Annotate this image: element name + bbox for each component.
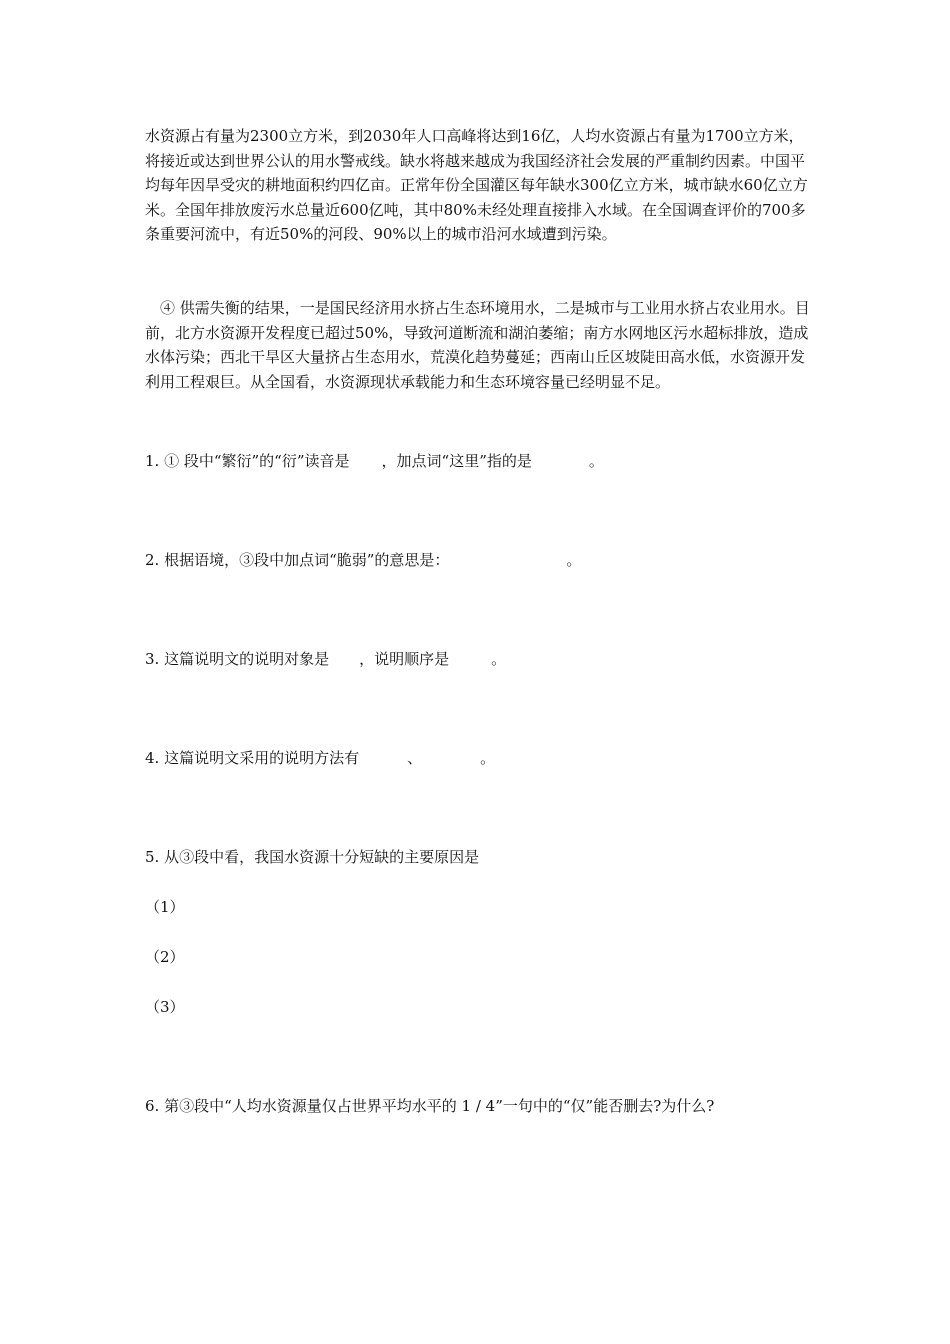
question-2 — [145, 549, 581, 571]
item-number: （2） — [145, 948, 185, 966]
question-1-text-b: ，加点词“这里”指的是 — [381, 452, 532, 470]
question-1-text-a: 1. ① 段中“繁衍”的“衍”读音是 — [145, 452, 350, 470]
item-number: （3） — [145, 998, 185, 1016]
question-5-stem: 5. 从③段中看，我国水资源十分短缺的主要原因是 — [145, 848, 480, 866]
question-6 — [145, 1095, 714, 1117]
question-5 — [145, 846, 479, 868]
question-5-item-1[interactable] — [145, 896, 185, 918]
paragraph-text: 水资源占有量为2300立方米，到2030年人口高峰将达到16亿，人均水资源占有量为1700立方米，将接近或达到世界公认的用水警戒线。缺水将越来越成为我国经济社会发展的严重制约因素。中国平均每年因旱受灾的耕地面积约四亿亩。正常年份全国灌区每年缺水300亿立方米，城市缺水60亿立方米。全国年排放废污水总量近600亿吨，其中80%未经处理直接排入水域。在全国调查评价的700多条重要河流中，有近50%的河段、90%以上的城市沿河水域遭到污染。 — [145, 127, 808, 243]
item-number: （1） — [145, 898, 185, 916]
passage-paragraph-3-continued — [145, 124, 810, 247]
question-5-item-2[interactable] — [145, 946, 185, 968]
paragraph-text: ④ 供需失衡的结果，一是国民经济用水挤占生态环境用水，二是城市与工业用水挤占农业用水。目前，北方水资源开发程度已超过50%，导致河道断流和湖泊萎缩；南方水网地区污水超标排放，造成水体污染；西北干旱区大量挤占生态用水，荒漠化趋势蔓延；西南山丘区坡陡田高水低，水资源开发利用工程艰巨。从全国看，水资源现状承载能力和生态环境容量已经明显不足。 — [145, 299, 810, 391]
question-4 — [145, 747, 495, 769]
passage-paragraph-4 — [145, 296, 810, 394]
question-5-item-3[interactable] — [145, 996, 185, 1018]
question-4-text-a: 4. 这篇说明文采用的说明方法有 — [145, 749, 360, 767]
question-6-text: 6. 第③段中“人均水资源量仅占世界平均水平的 1 / 4”一句中的“仅”能否删去?为什么? — [145, 1097, 715, 1115]
question-3-text-a: 3. 这篇说明文的说明对象是 — [145, 650, 330, 668]
question-4-text-b: 、 — [407, 749, 423, 767]
question-2-text-a: 2. 根据语境，③段中加点词“脆弱”的意思是： — [145, 551, 450, 569]
question-3-text-c: 。 — [491, 650, 507, 668]
question-4-text-c: 。 — [480, 749, 496, 767]
question-3 — [145, 648, 506, 670]
question-2-text-b: 。 — [566, 551, 582, 569]
question-1-text-c: 。 — [588, 452, 604, 470]
question-3-text-b: ，说明顺序是 — [359, 650, 450, 668]
question-1 — [145, 450, 604, 472]
